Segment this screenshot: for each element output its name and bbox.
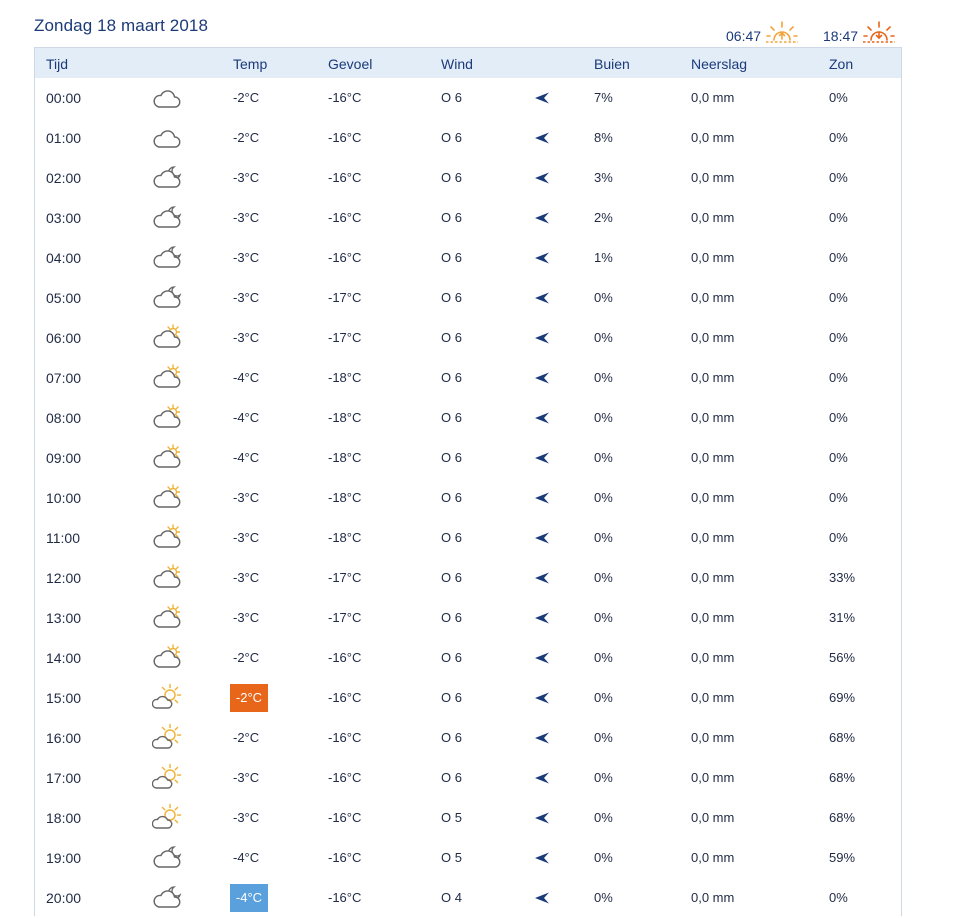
row-sun-chance: 0% <box>829 530 848 545</box>
day-title: Zondag 18 maart 2018 <box>34 16 209 35</box>
row-time: 18:00 <box>46 810 82 826</box>
table-row-0000 <box>35 78 901 118</box>
row-wind: O 6 <box>441 250 462 265</box>
row-wind: O 6 <box>441 730 462 745</box>
row-wind: O 6 <box>441 690 462 705</box>
row-rain-chance: 0% <box>594 570 613 585</box>
row-feel: -16°C <box>328 810 362 825</box>
table-row-0200 <box>35 158 901 198</box>
cloud-icon <box>152 83 182 113</box>
row-precipitation: 0,0 mm <box>691 290 735 305</box>
row-sun-chance: 0% <box>829 450 848 465</box>
row-feel: -16°C <box>328 770 362 785</box>
row-precipitation: 0,0 mm <box>691 730 735 745</box>
row-temp: -3°C <box>233 530 260 545</box>
cloud-sun-icon <box>152 563 182 593</box>
row-feel: -16°C <box>328 210 362 225</box>
sunrise-time: 06:47 <box>726 28 762 44</box>
row-temp: -2°C <box>233 130 260 145</box>
wind-direction-icon <box>533 331 551 345</box>
cloud-moon-icon <box>152 203 182 233</box>
row-temp: -3°C <box>233 610 260 625</box>
row-temp: -3°C <box>233 290 260 305</box>
row-precipitation: 0,0 mm <box>691 450 735 465</box>
row-wind: O 6 <box>441 490 462 505</box>
table-row-1500 <box>35 678 901 718</box>
row-time: 03:00 <box>46 210 82 226</box>
sun-cloud-icon <box>152 683 182 713</box>
wind-direction-icon <box>533 731 551 745</box>
row-sun-chance: 0% <box>829 890 848 905</box>
row-sun-chance: 59% <box>829 850 856 865</box>
row-sun-chance: 0% <box>829 490 848 505</box>
cloud-moon-icon <box>152 163 182 193</box>
row-sun-chance: 0% <box>829 170 848 185</box>
row-wind: O 5 <box>441 810 462 825</box>
row-feel: -18°C <box>328 530 362 545</box>
row-feel: -16°C <box>328 890 362 905</box>
row-temp: -3°C <box>233 770 260 785</box>
row-feel: -18°C <box>328 450 362 465</box>
row-precipitation: 0,0 mm <box>691 130 735 145</box>
row-time: 05:00 <box>46 290 82 306</box>
row-feel: -17°C <box>328 570 362 585</box>
table-header <box>35 48 901 78</box>
row-rain-chance: 0% <box>594 890 613 905</box>
row-wind: O 6 <box>441 330 462 345</box>
row-rain-chance: 3% <box>594 170 613 185</box>
wind-direction-icon <box>533 171 551 185</box>
wind-direction-icon <box>533 451 551 465</box>
min-temp-badge: -4°C <box>230 884 268 912</box>
row-temp: -3°C <box>233 170 260 185</box>
row-temp: -2°C <box>233 730 260 745</box>
row-time: 07:00 <box>46 370 82 386</box>
wind-direction-icon <box>533 251 551 265</box>
sun-cloud-icon <box>152 803 182 833</box>
row-sun-chance: 31% <box>829 610 856 625</box>
row-sun-chance: 68% <box>829 810 856 825</box>
row-time: 04:00 <box>46 250 82 266</box>
table-row-0700 <box>35 358 901 398</box>
wind-direction-icon <box>533 291 551 305</box>
table-row-0800 <box>35 398 901 438</box>
row-temp: -3°C <box>233 490 260 505</box>
cloud-sun-icon <box>152 483 182 513</box>
sunrise-icon <box>765 20 799 46</box>
row-precipitation: 0,0 mm <box>691 210 735 225</box>
wind-direction-icon <box>533 891 551 905</box>
column-header-tijd: Tijd <box>46 56 69 72</box>
row-rain-chance: 0% <box>594 810 613 825</box>
wind-direction-icon <box>533 531 551 545</box>
cloud-sun-icon <box>152 523 182 553</box>
row-precipitation: 0,0 mm <box>691 490 735 505</box>
row-feel: -16°C <box>328 250 362 265</box>
row-precipitation: 0,0 mm <box>691 850 735 865</box>
column-header-temp: Temp <box>233 56 268 72</box>
row-feel: -18°C <box>328 410 362 425</box>
row-wind: O 6 <box>441 170 462 185</box>
wind-direction-icon <box>533 611 551 625</box>
row-temp: -3°C <box>233 810 260 825</box>
row-time: 00:00 <box>46 90 82 106</box>
row-rain-chance: 0% <box>594 690 613 705</box>
row-precipitation: 0,0 mm <box>691 570 735 585</box>
row-temp: -3°C <box>233 330 260 345</box>
cloud-icon <box>152 123 182 153</box>
row-feel: -18°C <box>328 370 362 385</box>
row-rain-chance: 0% <box>594 490 613 505</box>
row-wind: O 6 <box>441 530 462 545</box>
row-rain-chance: 0% <box>594 650 613 665</box>
row-temp: -3°C <box>233 250 260 265</box>
cloud-moon-icon <box>152 883 182 913</box>
row-rain-chance: 0% <box>594 450 613 465</box>
row-wind: O 6 <box>441 130 462 145</box>
row-precipitation: 0,0 mm <box>691 410 735 425</box>
wind-direction-icon <box>533 771 551 785</box>
table-row-0900 <box>35 438 901 478</box>
row-sun-chance: 0% <box>829 410 848 425</box>
row-rain-chance: 0% <box>594 850 613 865</box>
row-feel: -16°C <box>328 650 362 665</box>
row-sun-chance: 68% <box>829 770 856 785</box>
row-rain-chance: 8% <box>594 130 613 145</box>
sun-cloud-icon <box>152 763 182 793</box>
row-feel: -16°C <box>328 850 362 865</box>
row-wind: O 4 <box>441 890 462 905</box>
row-time: 16:00 <box>46 730 82 746</box>
row-sun-chance: 33% <box>829 570 856 585</box>
table-row-0500 <box>35 278 901 318</box>
row-sun-chance: 0% <box>829 250 848 265</box>
day-header <box>34 12 904 46</box>
row-precipitation: 0,0 mm <box>691 690 735 705</box>
row-wind: O 6 <box>441 290 462 305</box>
row-time: 12:00 <box>46 570 82 586</box>
cloud-moon-icon <box>152 843 182 873</box>
wind-direction-icon <box>533 91 551 105</box>
row-sun-chance: 0% <box>829 90 848 105</box>
sun-cloud-icon <box>152 723 182 753</box>
wind-direction-icon <box>533 811 551 825</box>
row-time: 02:00 <box>46 170 82 186</box>
table-row-0100 <box>35 118 901 158</box>
row-rain-chance: 0% <box>594 290 613 305</box>
row-sun-chance: 0% <box>829 370 848 385</box>
row-sun-chance: 0% <box>829 330 848 345</box>
table-row-1000 <box>35 478 901 518</box>
row-precipitation: 0,0 mm <box>691 650 735 665</box>
row-time: 09:00 <box>46 450 82 466</box>
row-time: 17:00 <box>46 770 82 786</box>
hourly-forecast-table <box>34 47 902 916</box>
table-row-1600 <box>35 718 901 758</box>
row-feel: -16°C <box>328 730 362 745</box>
table-row-1800 <box>35 798 901 838</box>
row-feel: -16°C <box>328 90 362 105</box>
row-wind: O 6 <box>441 450 462 465</box>
row-wind: O 6 <box>441 570 462 585</box>
table-row-0400 <box>35 238 901 278</box>
row-wind: O 5 <box>441 850 462 865</box>
row-sun-chance: 69% <box>829 690 856 705</box>
column-header-zon: Zon <box>829 56 854 72</box>
sunset-time: 18:47 <box>823 28 859 44</box>
row-rain-chance: 1% <box>594 250 613 265</box>
row-rain-chance: 0% <box>594 330 613 345</box>
row-sun-chance: 56% <box>829 650 856 665</box>
row-time: 01:00 <box>46 130 82 146</box>
column-header-wind: Wind <box>441 56 473 72</box>
wind-direction-icon <box>533 411 551 425</box>
row-precipitation: 0,0 mm <box>691 810 735 825</box>
row-temp: -4°C <box>233 850 260 865</box>
wind-direction-icon <box>533 571 551 585</box>
row-time: 10:00 <box>46 490 82 506</box>
table-row-1100 <box>35 518 901 558</box>
sunrise-info <box>726 20 799 46</box>
row-precipitation: 0,0 mm <box>691 250 735 265</box>
row-time: 13:00 <box>46 610 82 626</box>
row-rain-chance: 0% <box>594 530 613 545</box>
row-temp: -3°C <box>233 570 260 585</box>
row-rain-chance: 0% <box>594 410 613 425</box>
row-sun-chance: 0% <box>829 130 848 145</box>
row-feel: -17°C <box>328 290 362 305</box>
cloud-sun-icon <box>152 403 182 433</box>
max-temp-badge: -2°C <box>230 684 268 712</box>
table-row-1400 <box>35 638 901 678</box>
table-row-1900 <box>35 838 901 878</box>
row-precipitation: 0,0 mm <box>691 610 735 625</box>
row-precipitation: 0,0 mm <box>691 330 735 345</box>
cloud-sun-icon <box>152 443 182 473</box>
row-precipitation: 0,0 mm <box>691 370 735 385</box>
cloud-sun-icon <box>152 603 182 633</box>
row-temp: -2°C <box>233 650 260 665</box>
row-precipitation: 0,0 mm <box>691 770 735 785</box>
row-wind: O 6 <box>441 610 462 625</box>
sunset-icon <box>862 20 896 46</box>
row-temp: -4°C <box>233 450 260 465</box>
cloud-sun-icon <box>152 363 182 393</box>
table-row-1700 <box>35 758 901 798</box>
table-row-0600 <box>35 318 901 358</box>
column-header-neerslag: Neerslag <box>691 56 748 72</box>
row-temp: -4°C <box>233 370 260 385</box>
row-feel: -16°C <box>328 690 362 705</box>
column-header-buien: Buien <box>594 56 630 72</box>
row-time: 11:00 <box>46 530 80 546</box>
cloud-moon-icon <box>152 283 182 313</box>
row-time: 14:00 <box>46 650 82 666</box>
row-time: 20:00 <box>46 890 82 906</box>
cloud-sun-icon <box>152 323 182 353</box>
table-row-1200 <box>35 558 901 598</box>
row-time: 06:00 <box>46 330 82 346</box>
wind-direction-icon <box>533 651 551 665</box>
row-wind: O 6 <box>441 370 462 385</box>
row-wind: O 6 <box>441 650 462 665</box>
wind-direction-icon <box>533 131 551 145</box>
row-rain-chance: 0% <box>594 770 613 785</box>
row-temp: -4°C <box>233 410 260 425</box>
wind-direction-icon <box>533 211 551 225</box>
table-row-1300 <box>35 598 901 638</box>
table-body <box>35 78 901 918</box>
wind-direction-icon <box>533 491 551 505</box>
cloud-moon-icon <box>152 243 182 273</box>
cloud-sun-icon <box>152 643 182 673</box>
row-wind: O 6 <box>441 410 462 425</box>
row-rain-chance: 0% <box>594 370 613 385</box>
row-time: 15:00 <box>46 690 82 706</box>
row-wind: O 6 <box>441 210 462 225</box>
row-wind: O 6 <box>441 770 462 785</box>
row-wind: O 6 <box>441 90 462 105</box>
row-sun-chance: 0% <box>829 210 848 225</box>
row-precipitation: 0,0 mm <box>691 170 735 185</box>
table-row-2000 <box>35 878 901 918</box>
row-feel: -17°C <box>328 330 362 345</box>
row-feel: -16°C <box>328 130 362 145</box>
row-precipitation: 0,0 mm <box>691 890 735 905</box>
wind-direction-icon <box>533 851 551 865</box>
row-rain-chance: 2% <box>594 210 613 225</box>
row-time: 08:00 <box>46 410 82 426</box>
row-rain-chance: 0% <box>594 610 613 625</box>
row-rain-chance: 7% <box>594 90 613 105</box>
table-row-0300 <box>35 198 901 238</box>
row-time: 19:00 <box>46 850 82 866</box>
row-feel: -16°C <box>328 170 362 185</box>
row-sun-chance: 0% <box>829 290 848 305</box>
row-feel: -18°C <box>328 490 362 505</box>
wind-direction-icon <box>533 371 551 385</box>
column-header-gevoel: Gevoel <box>328 56 373 72</box>
row-sun-chance: 68% <box>829 730 856 745</box>
row-rain-chance: 0% <box>594 730 613 745</box>
row-precipitation: 0,0 mm <box>691 530 735 545</box>
wind-direction-icon <box>533 691 551 705</box>
row-temp: -3°C <box>233 210 260 225</box>
row-precipitation: 0,0 mm <box>691 90 735 105</box>
row-temp: -2°C <box>233 90 260 105</box>
sunset-info <box>823 20 896 46</box>
row-feel: -17°C <box>328 610 362 625</box>
